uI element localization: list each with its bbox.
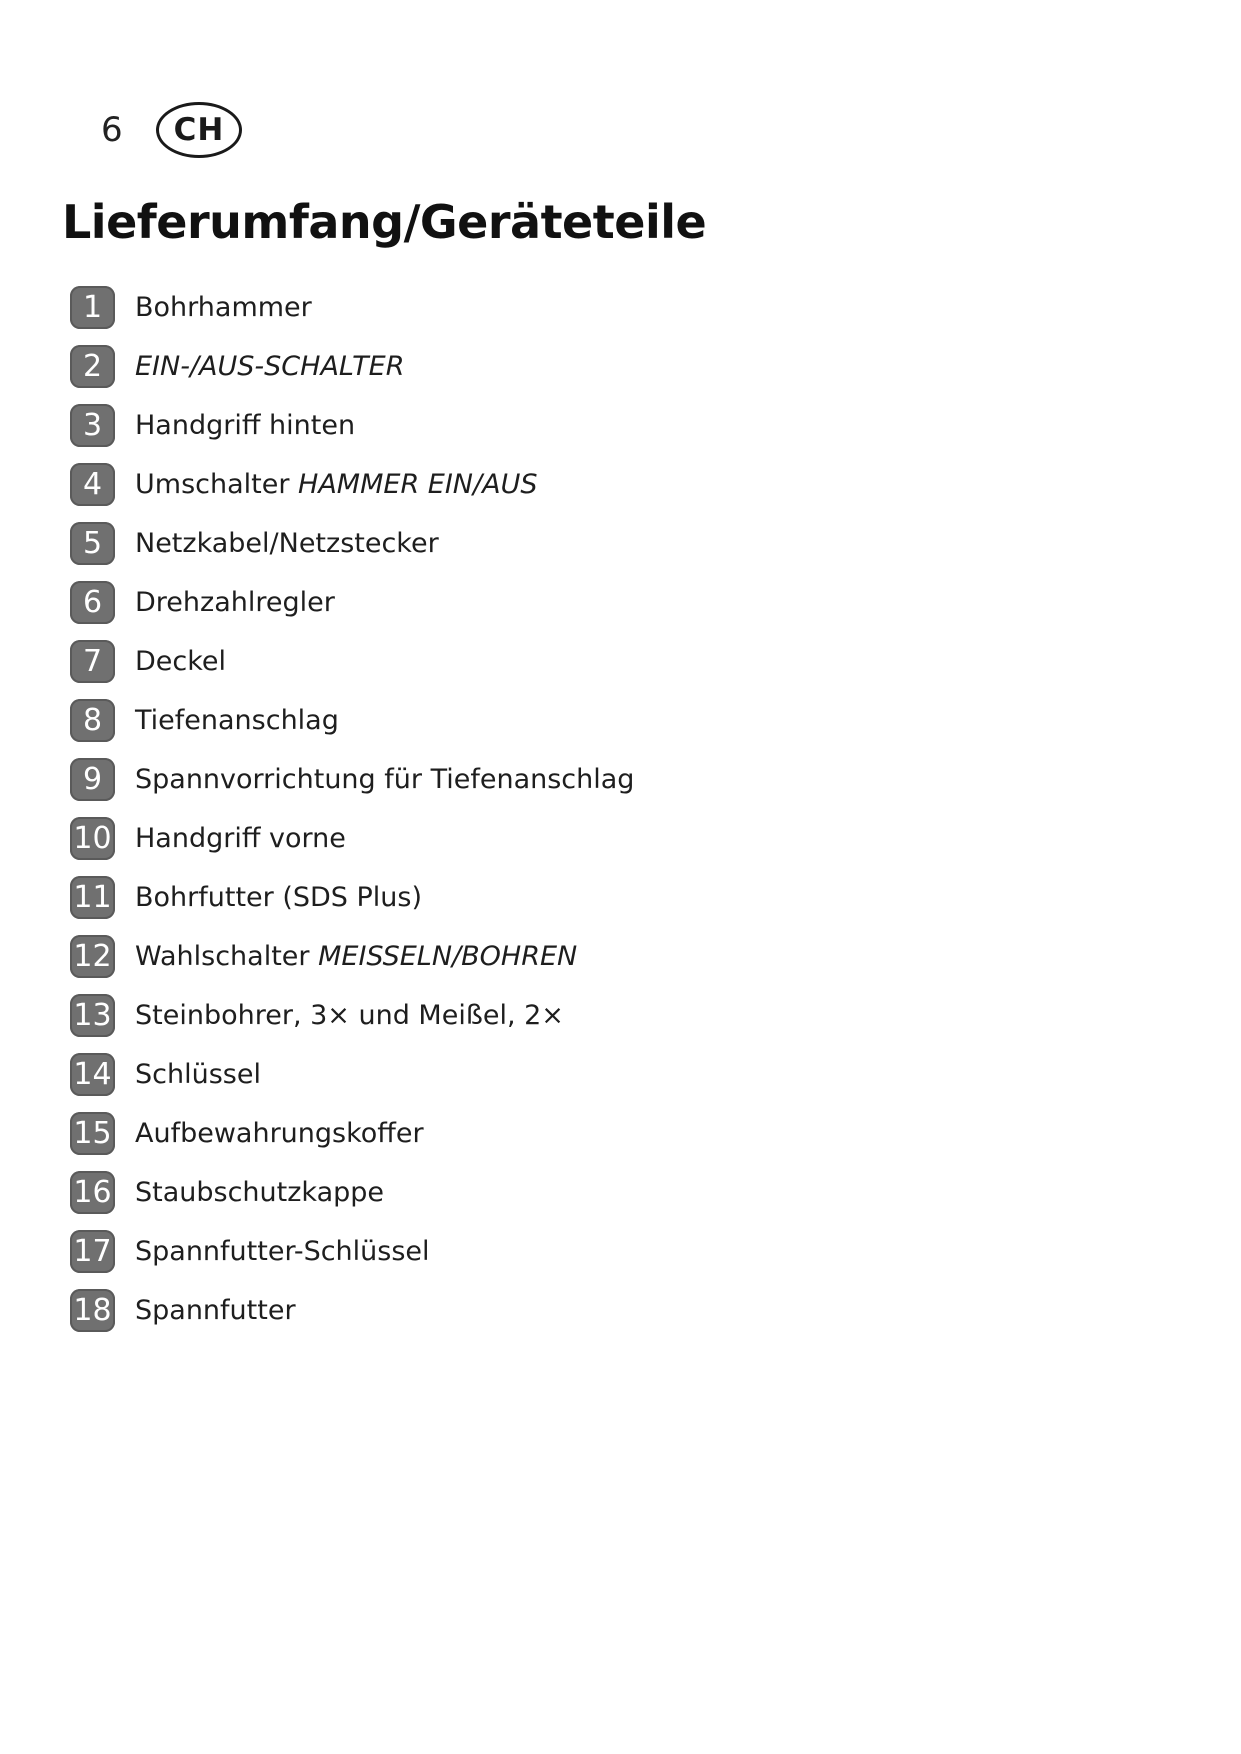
part-label: Tiefenanschlag bbox=[135, 704, 339, 736]
list-item bbox=[70, 927, 634, 986]
list-item bbox=[70, 691, 634, 750]
part-label: Bohrfutter (SDS Plus) bbox=[135, 881, 423, 913]
list-item bbox=[70, 337, 634, 396]
list-item bbox=[70, 1222, 634, 1281]
part-label: Wahlschalter MEISSELN/BOHREN bbox=[135, 940, 578, 972]
part-number-badge: 1 bbox=[70, 286, 115, 329]
part-label: Spannvorrichtung für Tiefenanschlag bbox=[135, 763, 635, 795]
part-number-badge: 16 bbox=[70, 1171, 115, 1214]
part-number-badge: 15 bbox=[70, 1112, 115, 1155]
part-number-badge: 10 bbox=[70, 817, 115, 860]
list-item bbox=[70, 514, 634, 573]
part-number-badge: 12 bbox=[70, 935, 115, 978]
part-label: Staubschutzkappe bbox=[135, 1176, 385, 1208]
part-number-badge: 11 bbox=[70, 876, 115, 919]
list-item bbox=[70, 1163, 634, 1222]
list-item bbox=[70, 1045, 634, 1104]
list-item bbox=[70, 809, 634, 868]
list-item bbox=[70, 455, 634, 514]
part-label: Schlüssel bbox=[135, 1058, 261, 1090]
list-item bbox=[70, 750, 634, 809]
page-number: 6 bbox=[101, 110, 123, 150]
list-item bbox=[70, 868, 634, 927]
part-number-badge: 7 bbox=[70, 640, 115, 683]
list-item bbox=[70, 986, 634, 1045]
part-label: Steinbohrer, 3× und Meißel, 2× bbox=[135, 999, 564, 1031]
part-number-badge: 17 bbox=[70, 1230, 115, 1273]
part-label: Aufbewahrungskoffer bbox=[135, 1117, 424, 1149]
part-label: Netzkabel/Netzstecker bbox=[135, 527, 439, 559]
part-number-badge: 4 bbox=[70, 463, 115, 506]
part-number-badge: 18 bbox=[70, 1289, 115, 1332]
country-code-badge: CH bbox=[156, 102, 242, 158]
part-label: Handgriff hinten bbox=[135, 409, 356, 441]
part-number-badge: 2 bbox=[70, 345, 115, 388]
part-label: Umschalter HAMMER EIN/AUS bbox=[135, 468, 538, 500]
list-item bbox=[70, 1281, 634, 1340]
part-number-badge: 14 bbox=[70, 1053, 115, 1096]
part-number-badge: 13 bbox=[70, 994, 115, 1037]
part-label: Spannfutter-Schlüssel bbox=[135, 1235, 430, 1267]
part-number-badge: 8 bbox=[70, 699, 115, 742]
part-label: EIN-/AUS-SCHALTER bbox=[135, 350, 405, 382]
list-item bbox=[70, 573, 634, 632]
part-label: Deckel bbox=[135, 645, 227, 677]
part-number-badge: 3 bbox=[70, 404, 115, 447]
part-label: Spannfutter bbox=[135, 1294, 296, 1326]
list-item bbox=[70, 1104, 634, 1163]
part-number-badge: 6 bbox=[70, 581, 115, 624]
list-item bbox=[70, 396, 634, 455]
part-label: Handgriff vorne bbox=[135, 822, 346, 854]
list-item bbox=[70, 632, 634, 691]
parts-list bbox=[70, 278, 634, 1340]
page-title: Lieferumfang/Geräteteile bbox=[62, 195, 707, 249]
list-item bbox=[70, 278, 634, 337]
part-label: Drehzahlregler bbox=[135, 586, 335, 618]
part-label: Bohrhammer bbox=[135, 291, 312, 323]
part-number-badge: 9 bbox=[70, 758, 115, 801]
part-number-badge: 5 bbox=[70, 522, 115, 565]
